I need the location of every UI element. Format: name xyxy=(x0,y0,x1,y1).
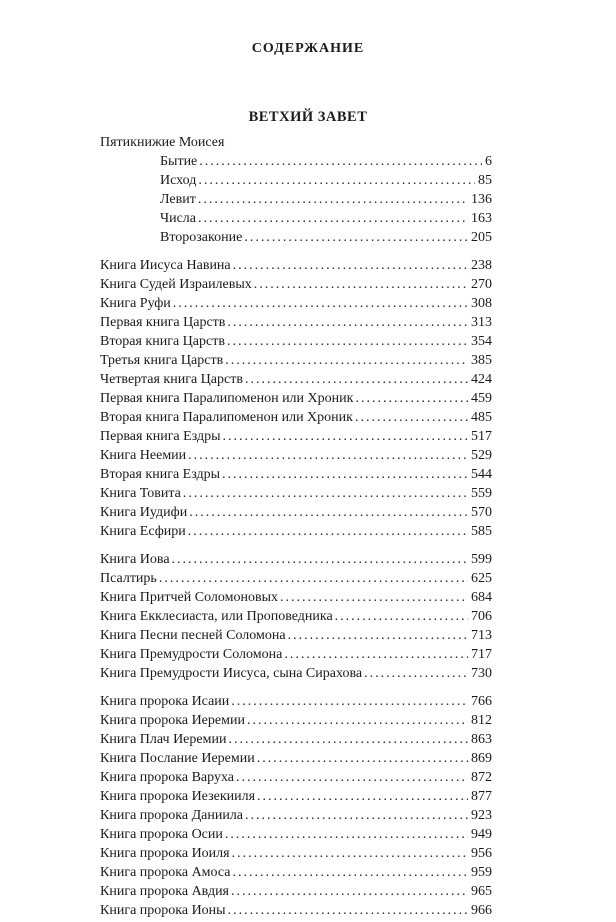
toc-entry-page: 6 xyxy=(485,154,492,169)
toc-entry xyxy=(160,209,492,228)
toc-entry xyxy=(100,408,492,427)
toc-entry xyxy=(100,806,492,825)
toc-entry-page: 877 xyxy=(471,789,492,804)
toc-entry xyxy=(100,522,492,541)
dot-leader xyxy=(223,427,468,446)
toc-entry-page: 529 xyxy=(471,448,492,463)
toc-entry-page: 517 xyxy=(471,429,492,444)
dot-leader xyxy=(245,370,468,389)
toc-entry xyxy=(100,692,492,711)
toc-entry-page: 559 xyxy=(471,486,492,501)
dot-leader xyxy=(280,588,468,607)
dot-leader xyxy=(231,692,468,711)
toc-entry-page: 313 xyxy=(471,315,492,330)
dot-leader xyxy=(232,844,468,863)
toc xyxy=(100,133,492,920)
toc-entry xyxy=(100,749,492,768)
toc-entry-page: 459 xyxy=(471,391,492,406)
toc-entry-label: Книга Товита xyxy=(100,486,181,501)
dot-leader xyxy=(198,171,475,190)
dot-leader xyxy=(228,730,468,749)
dot-leader xyxy=(183,484,468,503)
dot-leader xyxy=(288,626,468,645)
toc-entry xyxy=(100,275,492,294)
toc-entry xyxy=(160,228,492,247)
dot-leader xyxy=(257,787,468,806)
toc-entry-label: Книга пророка Амоса xyxy=(100,865,231,880)
toc-entry-label: Книга пророка Исаии xyxy=(100,694,230,709)
toc-entry-page: 959 xyxy=(471,865,492,880)
dot-leader xyxy=(231,882,468,901)
toc-entry-label: Книга Премудрости Соломона xyxy=(100,647,283,662)
toc-entry xyxy=(100,711,492,730)
dot-leader xyxy=(244,228,468,247)
toc-entry-page: 684 xyxy=(471,590,492,605)
toc-entry-label: Книга Иова xyxy=(100,552,170,567)
toc-entry-label: Книга Иисуса Навина xyxy=(100,258,231,273)
toc-entry xyxy=(100,664,492,683)
toc-entry-label: Второзаконие xyxy=(160,230,243,245)
toc-entry xyxy=(100,370,492,389)
toc-entry-label: Книга Премудрости Иисуса, сына Сирахова xyxy=(100,666,363,681)
toc-entry xyxy=(100,844,492,863)
toc-entry-page: 869 xyxy=(471,751,492,766)
toc-entry-label: Вторая книга Паралипоменон или Хроник xyxy=(100,410,353,425)
toc-entry-label: Вторая книга Царств xyxy=(100,334,225,349)
toc-entry xyxy=(100,901,492,920)
toc-block xyxy=(100,550,492,683)
dot-leader xyxy=(188,446,468,465)
toc-entry xyxy=(100,389,492,408)
toc-entry-label: Книга Судей Израилевых xyxy=(100,277,252,292)
toc-entry xyxy=(100,825,492,844)
toc-entry xyxy=(100,730,492,749)
dot-leader xyxy=(254,275,468,294)
dot-leader xyxy=(236,768,468,787)
toc-entry-label: Книга пророка Иоиля xyxy=(100,846,230,861)
toc-entry xyxy=(100,427,492,446)
toc-entry xyxy=(160,190,492,209)
toc-entry xyxy=(100,787,492,806)
dot-leader xyxy=(245,806,468,825)
toc-entry-page: 872 xyxy=(471,770,492,785)
toc-entry-label: Книга пророка Иезекииля xyxy=(100,789,256,804)
toc-entry-label: Числа xyxy=(160,211,197,226)
toc-entry-label: Первая книга Царств xyxy=(100,315,226,330)
dot-leader xyxy=(335,607,468,626)
toc-entry-page: 965 xyxy=(471,884,492,899)
toc-entry-label: Книга Плач Иеремии xyxy=(100,732,227,747)
toc-entry xyxy=(100,588,492,607)
toc-entry-page: 544 xyxy=(471,467,492,482)
toc-entry-label: Исход xyxy=(160,173,197,188)
dot-leader xyxy=(227,332,468,351)
toc-entry xyxy=(100,550,492,569)
toc-entry-page: 354 xyxy=(471,334,492,349)
dot-leader xyxy=(159,569,468,588)
dot-leader xyxy=(355,408,468,427)
toc-entry-page: 136 xyxy=(471,192,492,207)
dot-leader xyxy=(227,313,468,332)
dot-leader xyxy=(189,503,468,522)
toc-entry-label: Книга Есфири xyxy=(100,524,186,539)
dot-leader xyxy=(188,522,468,541)
toc-entry-page: 766 xyxy=(471,694,492,709)
toc-block xyxy=(100,692,492,920)
dot-leader xyxy=(225,825,468,844)
toc-entry-page: 713 xyxy=(471,628,492,643)
dot-leader xyxy=(228,901,468,920)
dot-leader xyxy=(233,256,468,275)
toc-entry-page: 238 xyxy=(471,258,492,273)
toc-entry-label: Псалтирь xyxy=(100,571,157,586)
toc-entry-label: Первая книга Паралипоменон или Хроник xyxy=(100,391,354,406)
toc-entry-page: 923 xyxy=(471,808,492,823)
toc-entry xyxy=(160,152,492,171)
toc-entry-page: 599 xyxy=(471,552,492,567)
toc-entry-label: Бытие xyxy=(160,154,198,169)
toc-entry xyxy=(100,768,492,787)
toc-entry-label: Левит xyxy=(160,192,196,207)
dot-leader xyxy=(198,209,468,228)
toc-entry-page: 485 xyxy=(471,410,492,425)
dot-leader xyxy=(257,749,468,768)
toc-entry-page: 717 xyxy=(471,647,492,662)
toc-entry-page: 812 xyxy=(471,713,492,728)
toc-entry xyxy=(100,332,492,351)
toc-entry-page: 863 xyxy=(471,732,492,747)
toc-entry-page: 625 xyxy=(471,571,492,586)
toc-entry-page: 270 xyxy=(471,277,492,292)
toc-entry-label: Четвертая книга Царств xyxy=(100,372,243,387)
toc-entry-label: Первая книга Ездры xyxy=(100,429,221,444)
dot-leader xyxy=(173,294,468,313)
toc-entry-label: Книга Руфи xyxy=(100,296,171,311)
toc-entry-label: Книга пророка Осии xyxy=(100,827,223,842)
toc-entry xyxy=(160,171,492,190)
toc-entry-label: Книга Екклесиаста, или Проповедника xyxy=(100,609,333,624)
toc-entry-page: 385 xyxy=(471,353,492,368)
toc-entry xyxy=(100,607,492,626)
toc-entry-page: 163 xyxy=(471,211,492,226)
page-title: СОДЕРЖАНИЕ xyxy=(251,41,365,56)
toc-entry-label: Книга пророка Даниила xyxy=(100,808,244,823)
toc-group-header: Пятикнижие Моисея xyxy=(100,135,225,150)
toc-entry-page: 956 xyxy=(471,846,492,861)
toc-entry-label: Книга Неемии xyxy=(100,448,187,463)
toc-entry xyxy=(100,484,492,503)
dot-leader xyxy=(198,190,468,209)
toc-entry-page: 205 xyxy=(471,230,492,245)
toc-entry-page: 570 xyxy=(471,505,492,520)
dot-leader xyxy=(222,465,468,484)
toc-entry-label: Книга пророка Варуха xyxy=(100,770,234,785)
toc-entry xyxy=(100,569,492,588)
dot-leader xyxy=(172,550,468,569)
toc-entry xyxy=(100,446,492,465)
dot-leader xyxy=(355,389,468,408)
toc-block xyxy=(100,256,492,541)
toc-entry-label: Книга пророка Авдия xyxy=(100,884,230,899)
toc-entry-label: Книга Песни песней Соломона xyxy=(100,628,286,643)
dot-leader xyxy=(225,351,468,370)
toc-entry xyxy=(100,351,492,370)
toc-entry-label: Книга Притчей Соломоновых xyxy=(100,590,278,605)
toc-entry-label: Третья книга Царств xyxy=(100,353,224,368)
toc-entry xyxy=(100,645,492,664)
toc-entry xyxy=(100,863,492,882)
toc-entry-page: 949 xyxy=(471,827,492,842)
section-heading: ВЕТХИЙ ЗАВЕТ xyxy=(248,109,368,125)
toc-entry-label: Вторая книга Ездры xyxy=(100,467,221,482)
toc-entry xyxy=(100,313,492,332)
toc-entry-label: Книга Послание Иеремии xyxy=(100,751,255,766)
toc-entry-label: Книга пророка Иеремии xyxy=(100,713,245,728)
toc-entry-page: 585 xyxy=(471,524,492,539)
toc-entry xyxy=(100,626,492,645)
toc-entry xyxy=(100,882,492,901)
toc-block xyxy=(100,133,492,247)
toc-entry-page: 308 xyxy=(471,296,492,311)
toc-entry xyxy=(100,256,492,275)
toc-entry xyxy=(100,294,492,313)
toc-entry-page: 706 xyxy=(471,609,492,624)
toc-entry-page: 966 xyxy=(471,903,492,918)
dot-leader xyxy=(233,863,469,882)
toc-entry-page: 730 xyxy=(471,666,492,681)
toc-entry xyxy=(100,503,492,522)
toc-entry-label: Книга пророка Ионы xyxy=(100,903,226,918)
dot-leader xyxy=(284,645,468,664)
dot-leader xyxy=(364,664,468,683)
toc-entry xyxy=(100,465,492,484)
dot-leader xyxy=(199,152,482,171)
dot-leader xyxy=(247,711,468,730)
toc-entry-page: 85 xyxy=(478,173,492,188)
toc-entry-page: 424 xyxy=(471,372,492,387)
toc-entry-label: Книга Иудифи xyxy=(100,505,188,520)
